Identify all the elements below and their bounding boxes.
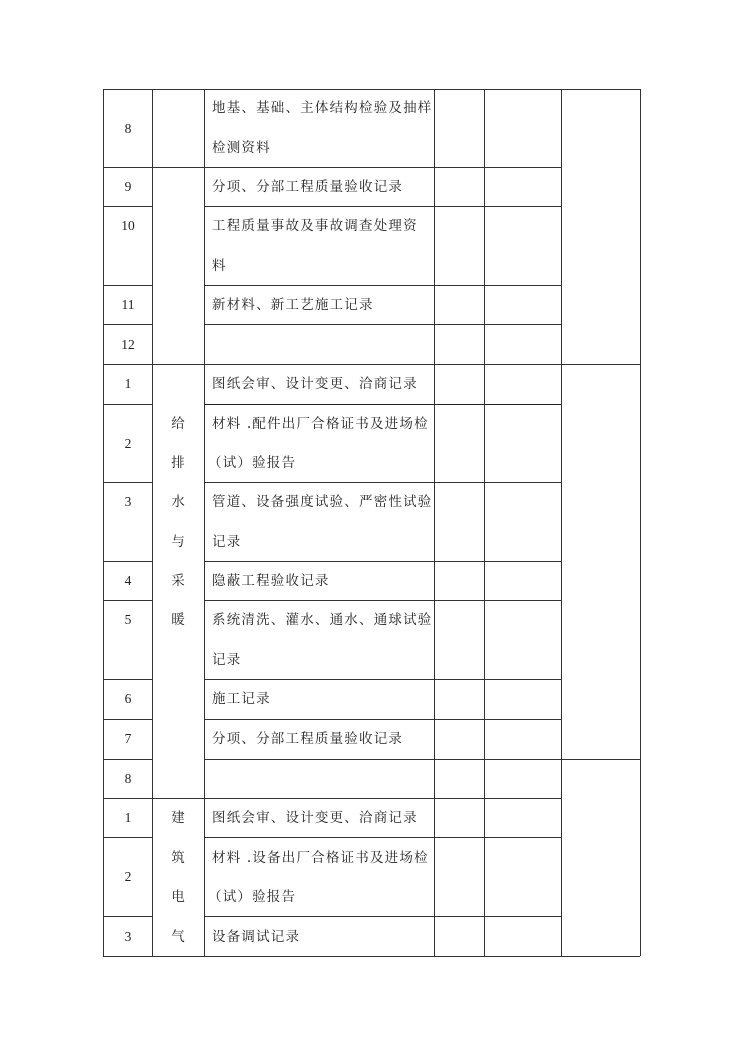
table-rule: [204, 285, 562, 286]
item-text: 检测资料: [212, 140, 271, 156]
table-rule: [103, 956, 640, 957]
item-text: 系统清洗、灌水、通水、通球试验: [212, 612, 433, 628]
table-rule: [561, 89, 562, 956]
table-rule: [204, 916, 562, 917]
row-number: 12: [121, 337, 135, 352]
item-text: 新材料、新工艺施工记录: [212, 297, 374, 313]
item-text: 材料 .配件出厂合格证书及进场检: [212, 416, 429, 432]
table-rule: [640, 89, 641, 956]
item-text: 材料 .设备出厂合格证书及进场检: [212, 850, 429, 866]
table-rule: [204, 89, 205, 956]
item-text: （试）验报告: [208, 455, 297, 471]
table-rule: [204, 561, 562, 562]
category-label-char: 建: [171, 810, 185, 826]
table-rule: [103, 600, 152, 601]
item-text: 隐蔽工程验收记录: [212, 573, 330, 589]
row-number: 4: [124, 573, 132, 588]
table-rule: [103, 206, 152, 207]
row-number: 2: [124, 869, 132, 884]
table-rule: [484, 89, 485, 956]
item-text: 记录: [212, 534, 242, 550]
row-number: 11: [121, 297, 135, 312]
item-text: 施工记录: [212, 691, 271, 707]
item-text: 分项、分部工程质量验收记录: [212, 179, 404, 195]
table-rule: [204, 759, 640, 760]
table-rule: [103, 916, 152, 917]
item-text: （试）验报告: [208, 889, 297, 905]
table-rule: [204, 404, 562, 405]
table-rule: [204, 600, 562, 601]
table-rule: [103, 404, 152, 405]
category-label-char: 与: [171, 534, 185, 550]
category-label-char: 暖: [171, 612, 185, 628]
table-rule: [434, 89, 435, 956]
row-number: 8: [124, 771, 132, 786]
row-number: 5: [124, 612, 132, 627]
table-rule: [103, 364, 640, 365]
item-text: 图纸会审、设计变更、洽商记录: [212, 376, 418, 392]
table-rule: [103, 167, 562, 168]
item-text: 管道、设备强度试验、严密性试验: [212, 494, 433, 510]
item-text: 工程质量事故及事故调查处理资: [212, 218, 418, 234]
row-number: 8: [124, 121, 132, 136]
category-label-char: 水: [171, 494, 185, 510]
row-number: 10: [121, 218, 135, 233]
table-rule: [204, 679, 562, 680]
row-number: 7: [124, 731, 132, 746]
category-label-char: 电: [171, 889, 185, 905]
item-text: 料: [212, 258, 227, 274]
table-rule: [103, 759, 152, 760]
table-rule: [103, 798, 562, 799]
table-rule: [103, 285, 152, 286]
table-rule: [204, 837, 562, 838]
table-rule: [204, 482, 562, 483]
category-label-char: 筑: [171, 850, 185, 866]
table-rule: [152, 89, 153, 956]
item-text: 设备调试记录: [212, 929, 301, 945]
row-number: 6: [124, 691, 132, 706]
item-text: 图纸会审、设计变更、洽商记录: [212, 810, 418, 826]
row-number: 3: [124, 494, 132, 509]
item-text: 记录: [212, 652, 242, 668]
row-number: 9: [124, 179, 132, 194]
table-rule: [103, 837, 152, 838]
table-rule: [204, 719, 562, 720]
table-rule: [103, 324, 152, 325]
table-rule: [103, 482, 152, 483]
table-rule: [204, 324, 562, 325]
row-number: 2: [124, 436, 132, 451]
row-number: 1: [124, 810, 132, 825]
table-rule: [103, 561, 152, 562]
table-rule: [103, 679, 152, 680]
table-rule: [103, 89, 640, 90]
table-rule: [103, 89, 104, 956]
table-rule: [103, 719, 152, 720]
category-label-char: 排: [171, 455, 185, 471]
category-label-char: 气: [171, 929, 185, 945]
category-label-char: 采: [171, 573, 185, 589]
table-rule: [204, 206, 562, 207]
item-text: 分项、分部工程质量验收记录: [212, 731, 404, 747]
row-number: 3: [124, 929, 132, 944]
category-label-char: 给: [171, 416, 185, 432]
row-number: 1: [124, 376, 132, 391]
item-text: 地基、基础、主体结构检验及抽样: [212, 100, 433, 116]
